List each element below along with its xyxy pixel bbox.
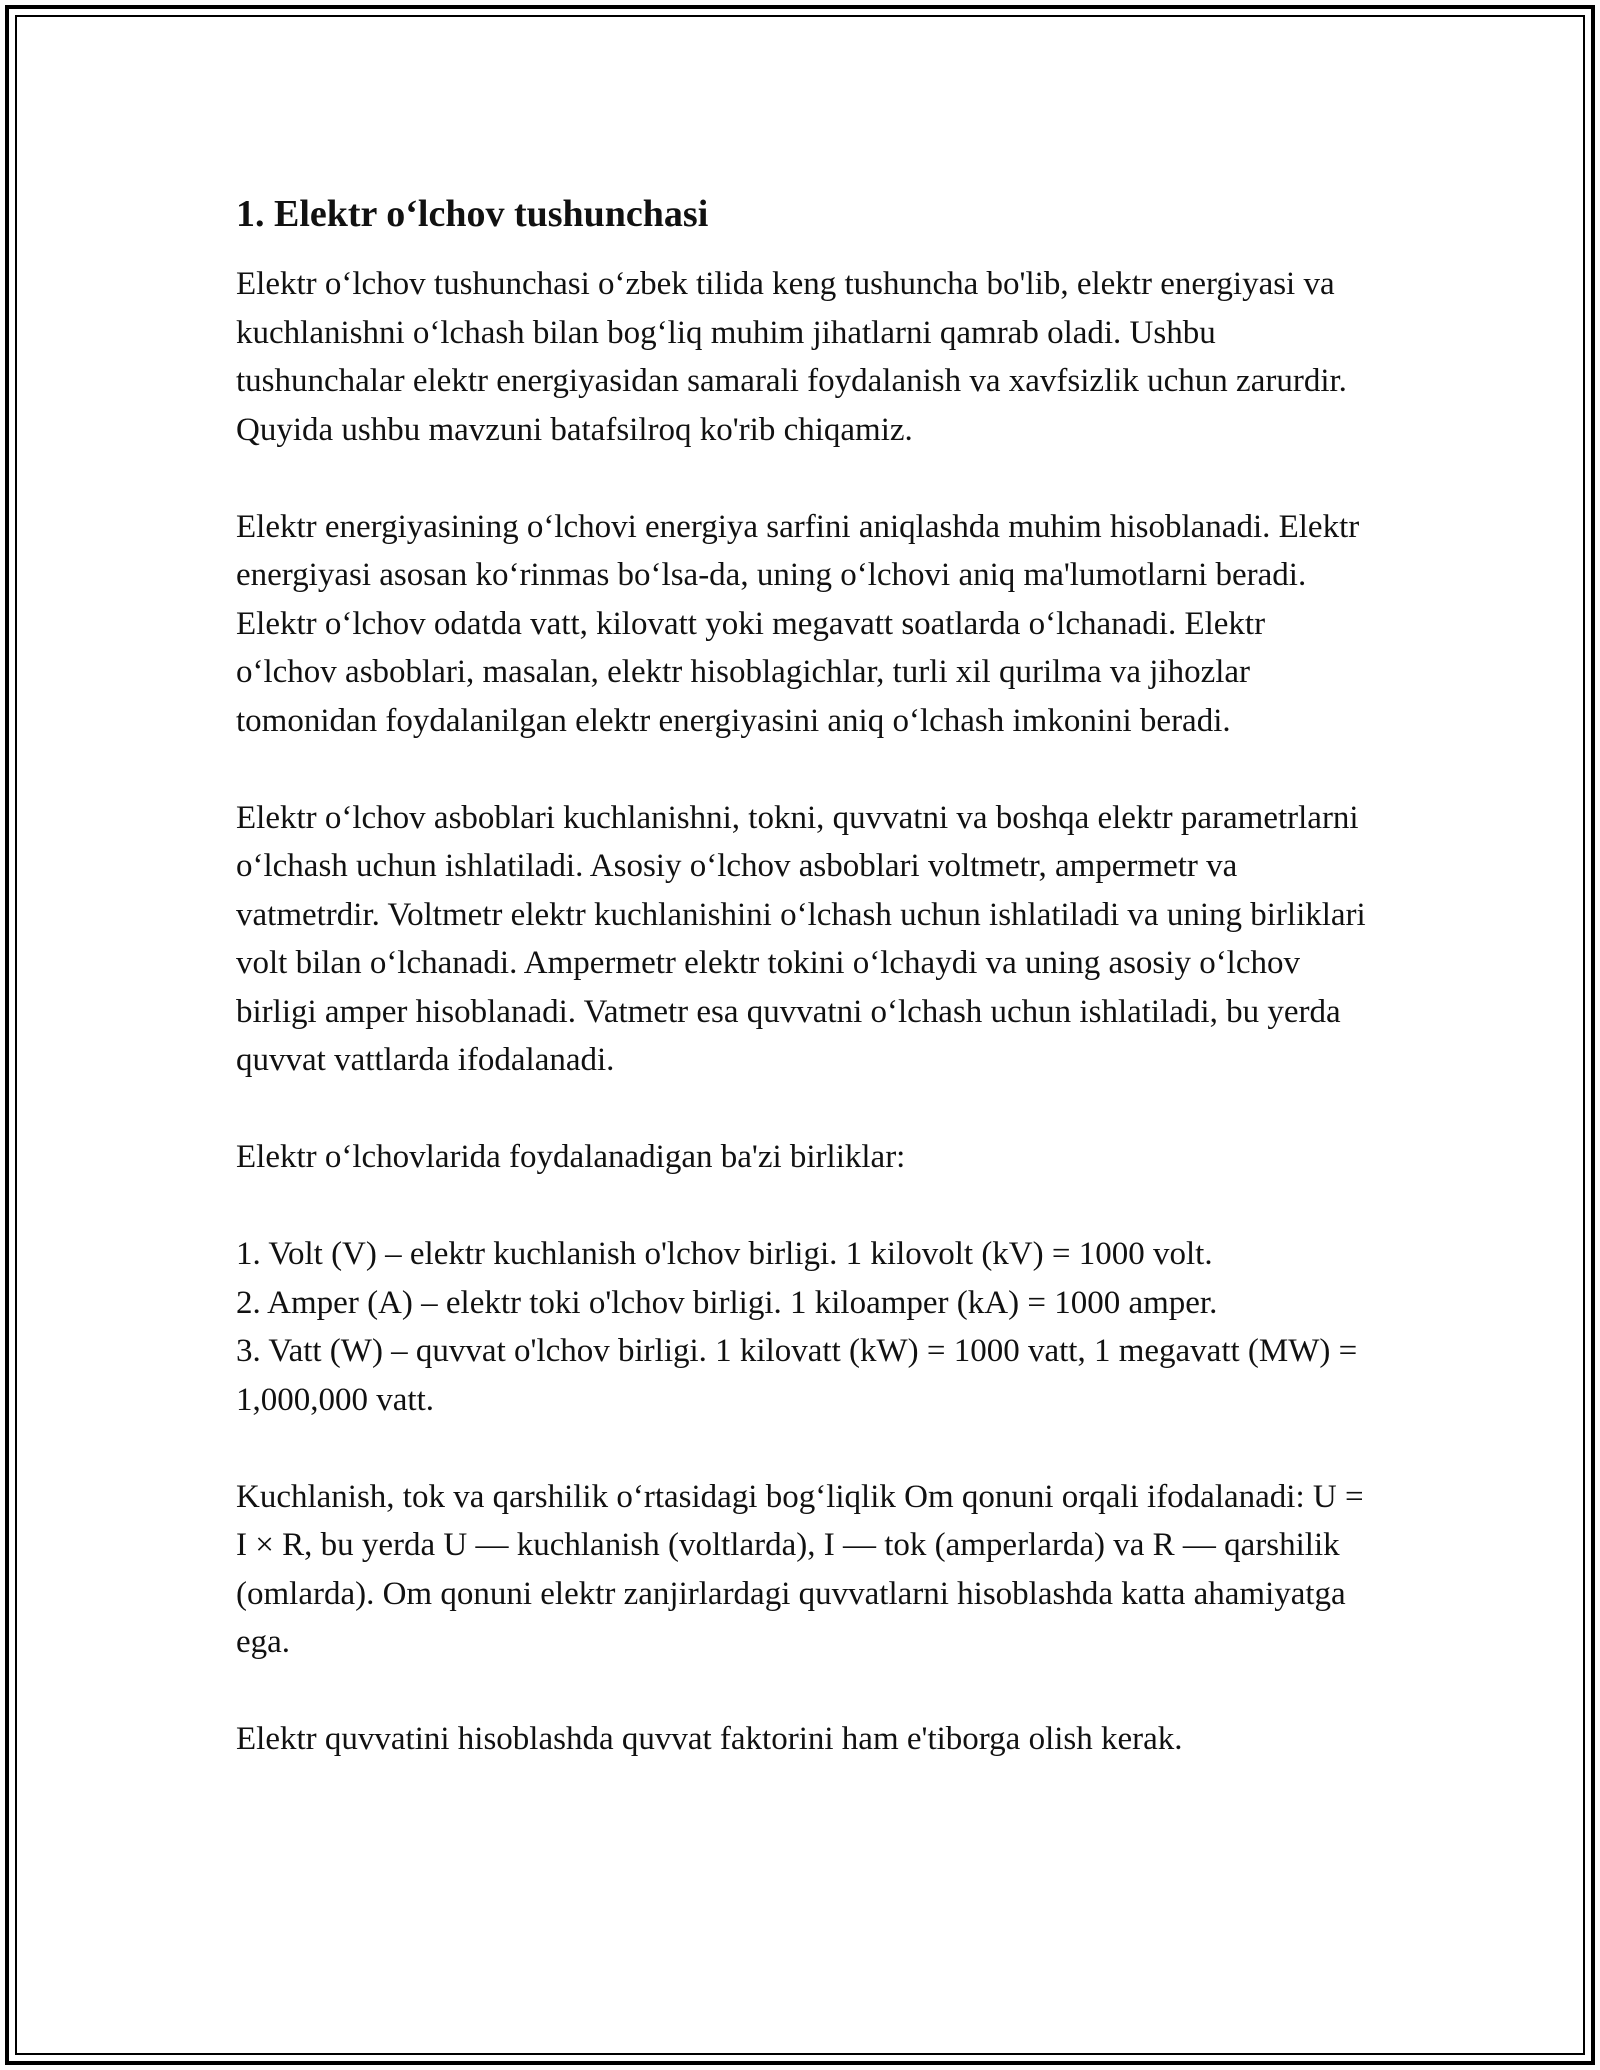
document-body: [236, 188, 1366, 1812]
list-item-vatt: 3. Vatt (W) – quvvat o'lchov birligi. 1 kilovatt (kW) = 1000 vatt, 1 megavatt (MW) = 1,000,000 vatt.: [236, 1333, 1358, 1418]
paragraph-energy-measurement: Elektr energiyasining o‘lchovi energiya sarfini aniqlashda muhim hisoblanadi. Elektr energiyasi asosan ko‘rinmas bo‘lsa-da, uning o‘lchovi aniq ma'lumotlarni beradi. Elektr o‘lchov odatda vatt, kilovatt yoki megavatt soatlarda o‘lchanadi. Elektr o‘lchov asboblari, masalan, elektr hisoblagichlar, turli xil qurilma va jihozlar tomonidan foydalanilgan elektr energiyasini aniq o‘lchash imkonini beradi.: [236, 508, 1360, 739]
section-title: 1. Elektr o‘lchov tushunchasi: [236, 193, 709, 235]
paragraph-intro: Elektr o‘lchov tushunchasi o‘zbek tilida keng tushuncha bo'lib, elektr energiyasi va kuchlanishni o‘lchash bilan bog‘liq muhim jihatlarni qamrab oladi. Ushbu tushunchalar elektr energiyasidan samarali foydalanish va xavfsizlik uchun zarurdir. Quyida ushbu mavzuni batafsilroq ko'rib chiqamiz.: [236, 266, 1347, 448]
list-item-volt: 1. Volt (V) – elektr kuchlanish o'lchov birligi. 1 kilovolt (kV) = 1000 volt.: [236, 1236, 1213, 1272]
paragraph-power-factor: Elektr quvvatini hisoblashda quvvat faktorini ham e'tiborga olish kerak.: [236, 1721, 1183, 1757]
paragraph-measuring-instruments: Elektr o‘lchov asboblari kuchlanishni, tokni, quvvatni va boshqa elektr parametrlarni o‘lchash uchun ishlatiladi. Asosiy o‘lchov asboblari voltmetr, ampermetr va vatmetrdir. Voltmetr elektr kuchlanishini o‘lchash uchun ishlatiladi va uning birliklari volt bilan o‘lchanadi. Ampermetr elektr tokini o‘lchaydi va uning asosiy o‘lchov birligi amper hisoblanadi. Vatmetr esa quvvatni o‘lchash uchun ishlatiladi, bu yerda quvvat vattlarda ifodalanadi.: [236, 799, 1366, 1078]
units-list: [236, 1230, 1366, 1424]
list-item-amper: 2. Amper (A) – elektr toki o'lchov birligi. 1 kiloamper (kA) = 1000 amper.: [236, 1284, 1218, 1321]
paragraph-units-intro: Elektr o‘lchovlarida foydalanadigan ba'zi birliklar:: [236, 1139, 906, 1175]
paragraph-ohms-law: Kuchlanish, tok va qarshilik o‘rtasidagi bog‘liqlik Om qonuni orqali ifodalanadi: U = I × R, bu yerda U — kuchlanish (voltlarda), I — tok (amperlarda) va R — qarshilik (omlarda). Om qonuni elektr zanjirlardagi quvvatlarni hisoblashda katta ahamiyatga ega.: [236, 1478, 1364, 1660]
